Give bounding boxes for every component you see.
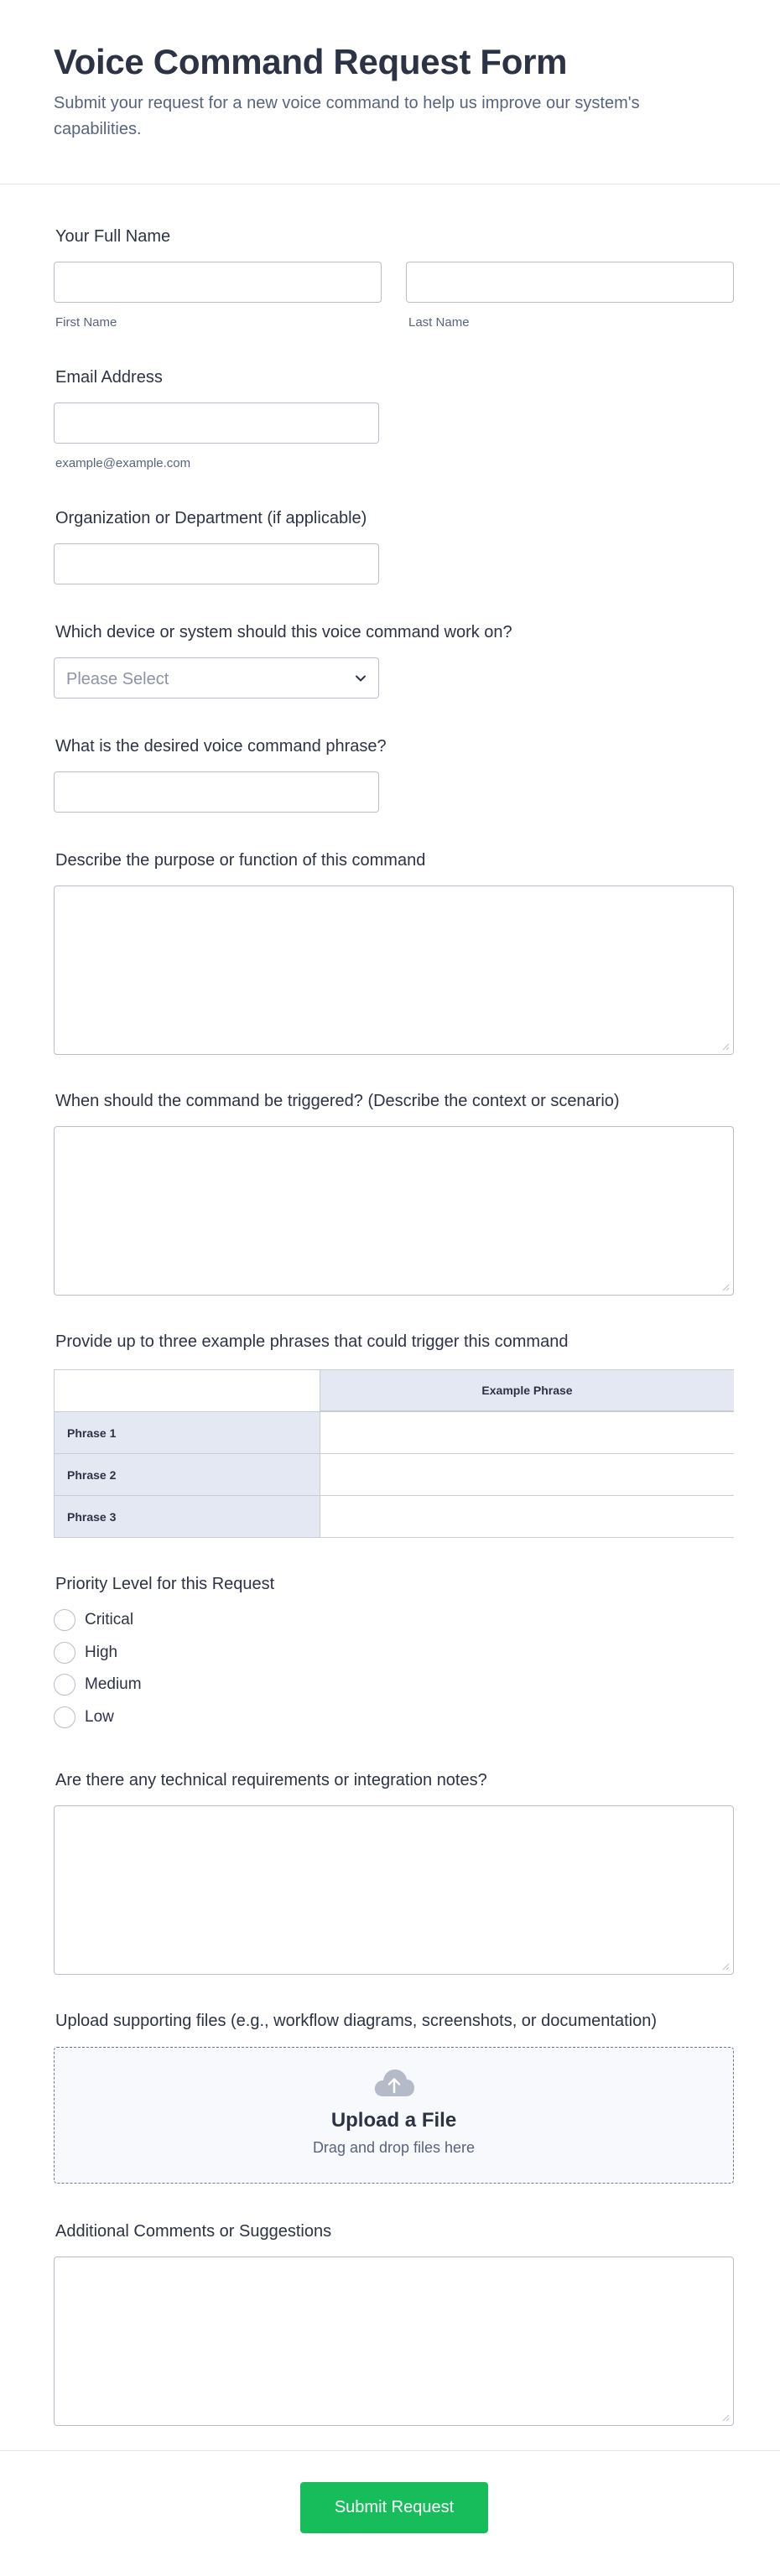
organization-input[interactable] (54, 543, 379, 584)
resize-handle-icon[interactable] (722, 1963, 730, 1971)
radio-button[interactable] (54, 1609, 75, 1631)
email-sublabel: example@example.com (55, 456, 191, 470)
radio-label: Low (85, 1708, 114, 1726)
page-subtitle: Submit your request for a new voice command to help us improve our system's capabilities. (54, 94, 640, 138)
technical-notes-label: Are there any technical requirements or integration notes? (55, 1771, 487, 1789)
radio-button[interactable] (54, 1642, 75, 1664)
full-name-label: Your Full Name (55, 227, 171, 246)
radio-label: High (85, 1644, 118, 1661)
form-footer (0, 2450, 780, 2576)
radio-button[interactable] (54, 1706, 75, 1728)
purpose-label: Describe the purpose or function of this command (55, 851, 426, 870)
device-select-placeholder: Please Select (66, 670, 169, 688)
last-name-input[interactable] (406, 262, 734, 303)
technical-notes-textarea[interactable] (54, 1805, 734, 1975)
matrix-cell-phrase-2[interactable] (320, 1453, 734, 1495)
radio-button[interactable] (54, 1674, 75, 1696)
matrix-cell-phrase-1[interactable] (320, 1411, 734, 1453)
phrase-label: What is the desired voice command phrase? (55, 737, 387, 756)
radio-label: Critical (85, 1611, 134, 1628)
form-header (0, 0, 780, 184)
first-name-sublabel: First Name (55, 315, 117, 330)
matrix-row-label: Phrase 1 (55, 1411, 320, 1453)
trigger-context-label: When should the command be triggered? (Describe the context or scenario) (55, 1092, 620, 1110)
resize-handle-icon[interactable] (722, 1284, 730, 1291)
comments-textarea[interactable] (54, 2257, 734, 2426)
device-select[interactable] (54, 657, 379, 699)
cloud-upload-icon (373, 2068, 415, 2098)
email-label: Email Address (55, 368, 163, 387)
phrase-input[interactable] (54, 771, 379, 813)
email-input[interactable] (54, 402, 379, 444)
matrix-cell-phrase-3[interactable] (320, 1495, 734, 1537)
page-title: Voice Command Request Form (54, 42, 568, 81)
priority-label: Priority Level for this Request (55, 1575, 275, 1593)
radio-label: Medium (85, 1675, 142, 1693)
device-label: Which device or system should this voice command work on? (55, 623, 512, 641)
first-name-input[interactable] (54, 262, 382, 303)
organization-label: Organization or Department (if applicable) (55, 509, 367, 527)
upload-label: Upload supporting files (e.g., workflow diagrams, screenshots, or documentation) (55, 2012, 658, 2030)
comments-label: Additional Comments or Suggestions (55, 2222, 332, 2241)
matrix-column-header: Example Phrase (320, 1370, 734, 1411)
purpose-textarea[interactable] (54, 886, 734, 1055)
resize-handle-icon[interactable] (722, 1043, 730, 1051)
upload-title: Upload a File (330, 2109, 457, 2132)
last-name-sublabel: Last Name (408, 315, 470, 330)
file-upload-dropzone[interactable] (54, 2047, 734, 2184)
chevron-down-icon (355, 673, 367, 684)
resize-handle-icon[interactable] (722, 2414, 730, 2422)
submit-button[interactable]: Submit Request (300, 2482, 488, 2533)
upload-subtitle: Drag and drop files here (312, 2139, 476, 2156)
examples-label: Provide up to three example phrases that could trigger this command (55, 1332, 569, 1351)
matrix-row-label: Phrase 3 (55, 1495, 320, 1537)
trigger-context-textarea[interactable] (54, 1126, 734, 1296)
example-phrases-matrix (54, 1369, 734, 1538)
matrix-row-label: Phrase 2 (55, 1453, 320, 1495)
